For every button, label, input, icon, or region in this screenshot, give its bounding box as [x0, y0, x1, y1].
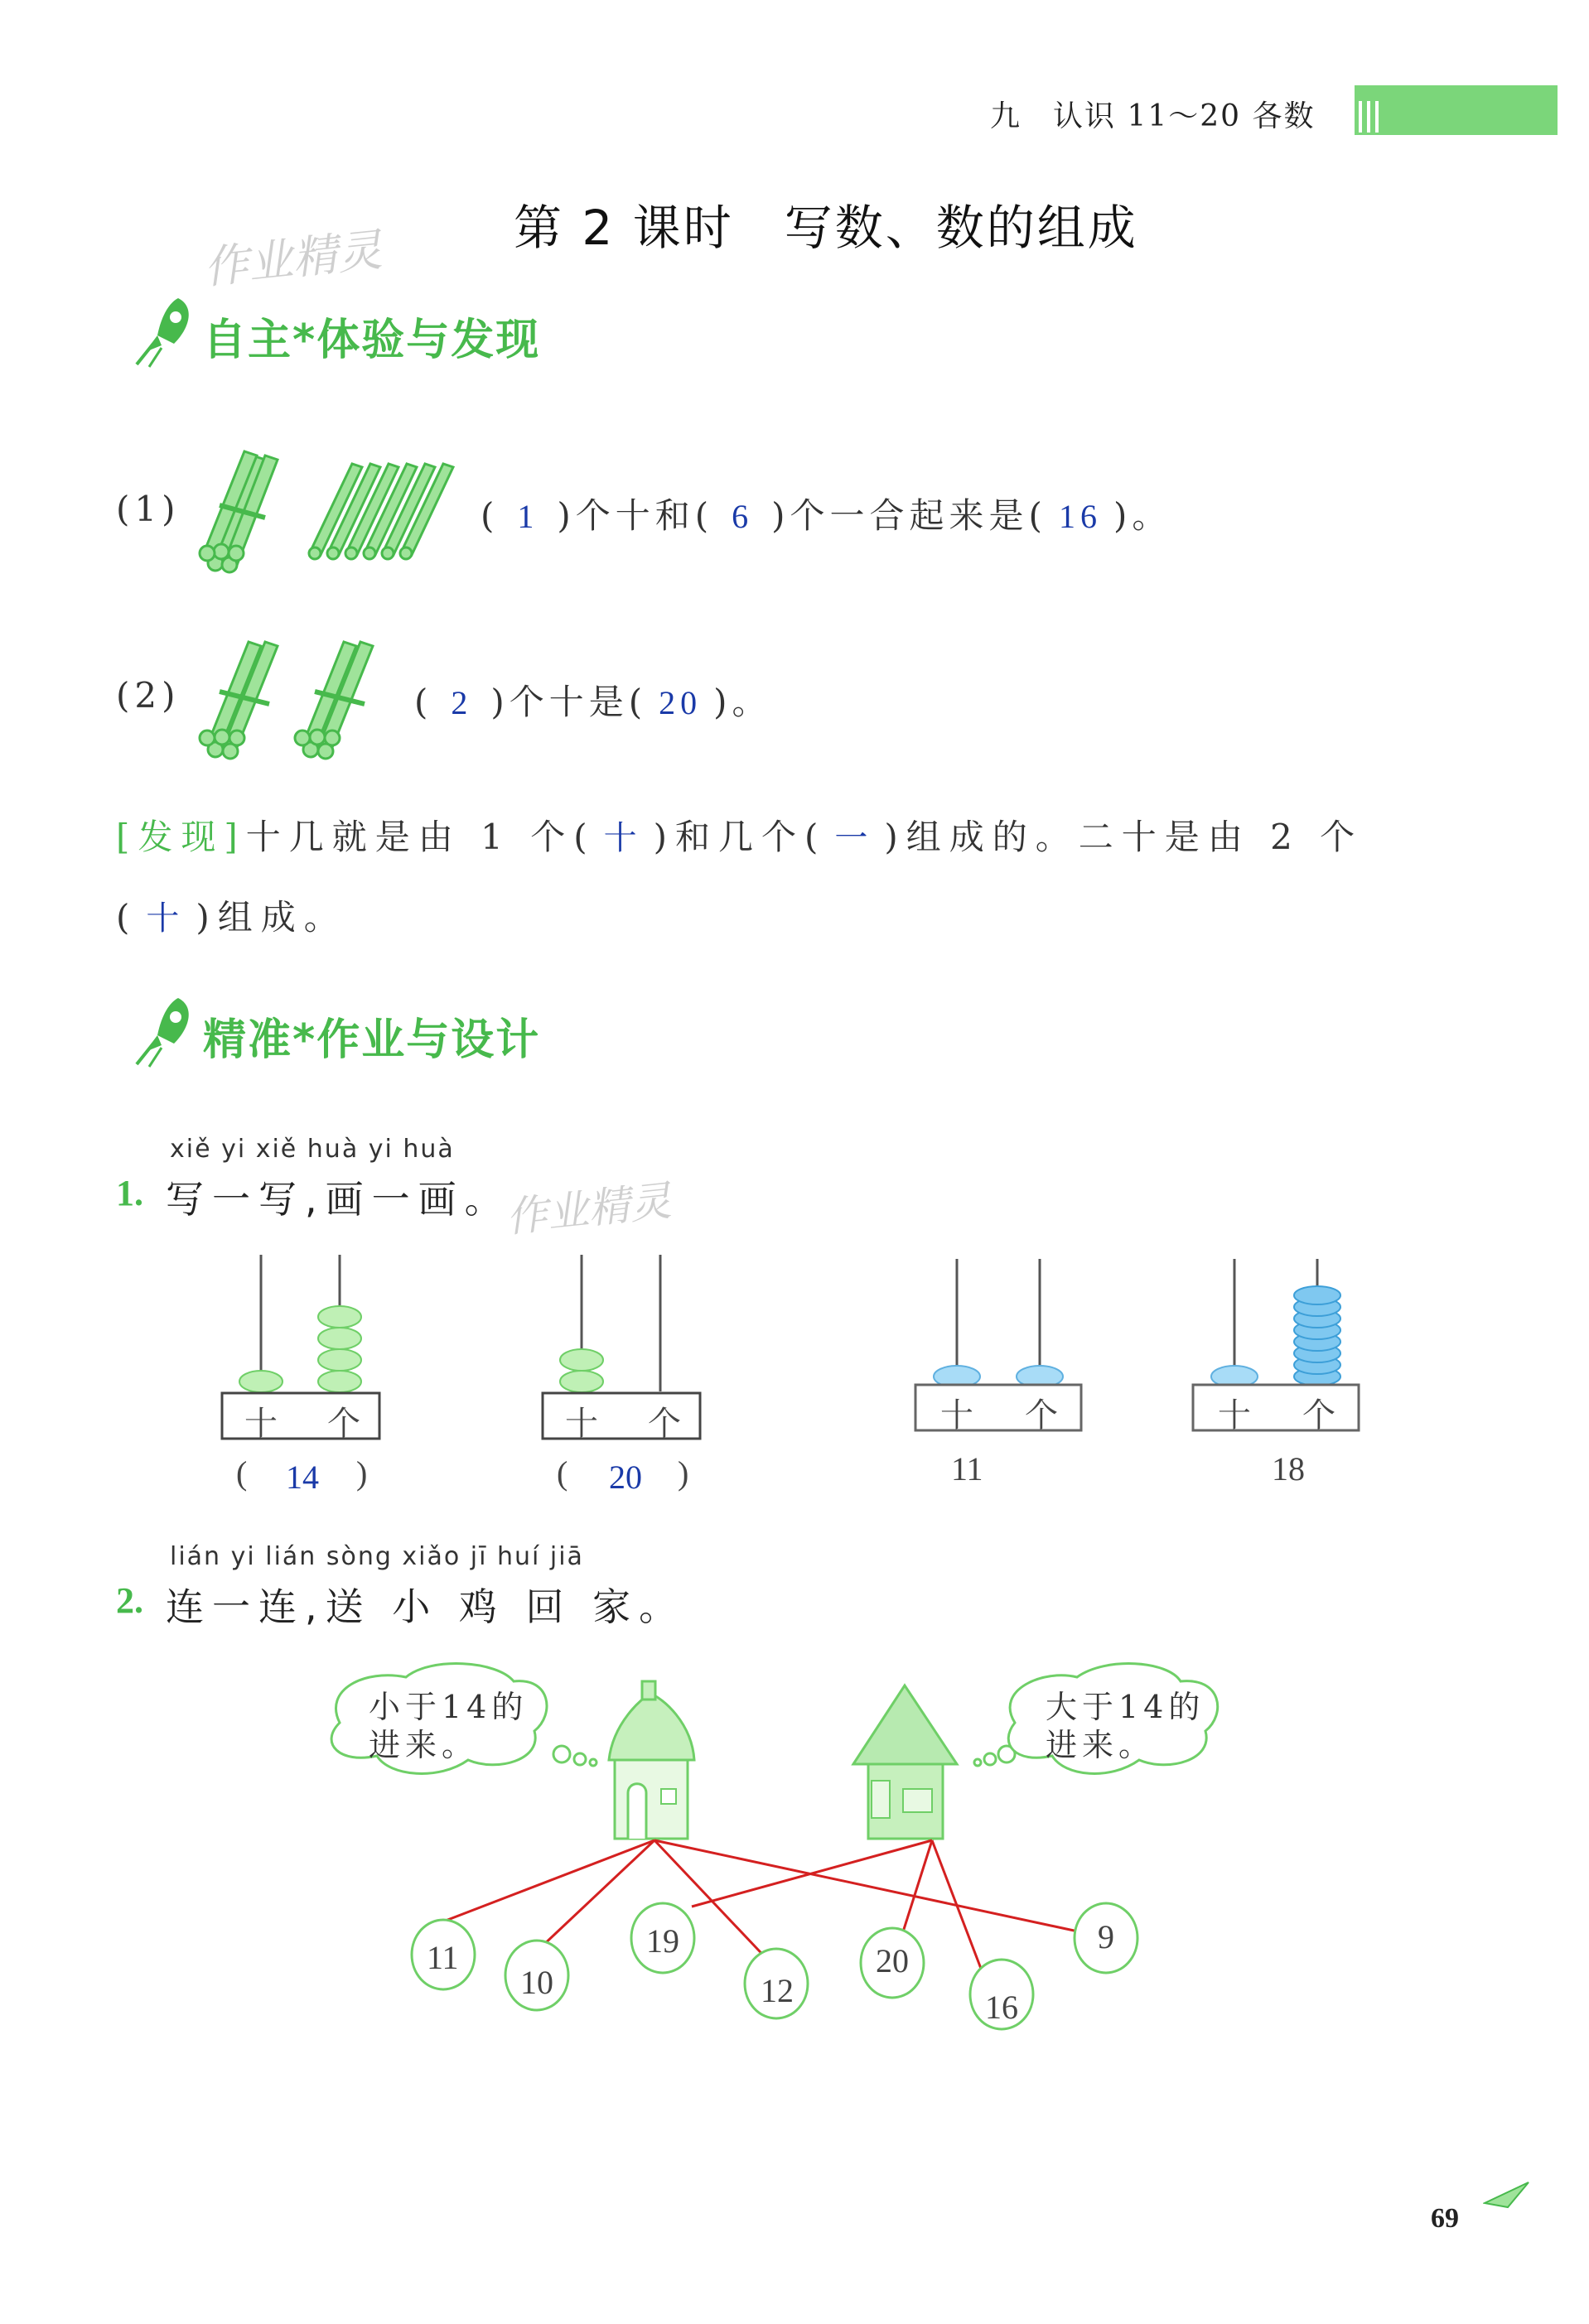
- bubble-right-text: [1046, 1688, 1205, 1764]
- abacus4-tens-label: 十: [1218, 1396, 1251, 1434]
- two-sticks-bundles-icon: [191, 625, 406, 770]
- rocket-icon: [133, 294, 199, 369]
- chapter-header: 九 认识 11～20 各数: [990, 99, 1316, 133]
- section-title-explore: 自主*体验与发现: [203, 316, 541, 365]
- abacus3-tens-label: 十: [940, 1396, 973, 1434]
- q2-pinyin: lián yi lián sòng xiǎo jī huí jiā: [170, 1542, 584, 1571]
- item2-text-mid: )个十是(: [490, 682, 648, 722]
- item1-text-end: )。: [1113, 495, 1172, 536]
- bubble-left-text: [369, 1688, 528, 1764]
- item1-text-mid2: )个一合起来是(: [771, 495, 1047, 536]
- chick-16-label: 16: [985, 1989, 1018, 2026]
- right-house-icon: [853, 1685, 957, 1839]
- abacus3-value: 11: [951, 1450, 983, 1487]
- abacus4-ones-label: 个: [1302, 1396, 1335, 1434]
- item2-sentence: [414, 675, 772, 725]
- abacus3-ones-label: 个: [1025, 1396, 1058, 1434]
- lesson-title: 第 2 课时 写数、数的组成: [514, 200, 1138, 256]
- chick-9-label: 9: [1098, 1918, 1114, 1955]
- q1-pinyin: xiě yi xiě huà yi huà: [170, 1135, 455, 1164]
- left-house-icon: [609, 1681, 694, 1839]
- item1-paren-open: (: [481, 495, 500, 536]
- q1-number: 1.: [116, 1173, 143, 1213]
- item1-text-mid1: )个十和(: [557, 495, 714, 536]
- abacus2-paren-open: (: [557, 1454, 568, 1492]
- abacus-18: [1189, 1251, 1363, 1441]
- item1-sentence: [481, 489, 1171, 538]
- chick-20-label: 20: [876, 1942, 909, 1979]
- q2-number: 2.: [116, 1580, 143, 1621]
- watermark: 作业精灵: [200, 223, 385, 295]
- rocket-icon: [133, 994, 199, 1068]
- discovery-paren-open: (: [116, 897, 138, 938]
- abacus2-answer: 20: [609, 1459, 642, 1496]
- abacus1-paren-close: ): [356, 1454, 368, 1492]
- item1-answer-ones: 6: [732, 498, 754, 535]
- chick-19-label: 19: [646, 1922, 679, 1960]
- bubble-left-line1: 小于14的: [369, 1689, 529, 1725]
- item2-number: (2): [116, 675, 181, 716]
- item2-answer-tens: 2: [451, 684, 473, 721]
- discovery-text1: 十几就是由 1 个(: [245, 817, 596, 857]
- abacus1-paren-open: (: [236, 1454, 248, 1492]
- header-green-bar: [1355, 85, 1558, 135]
- abacus2-tens-label: 十: [565, 1405, 598, 1442]
- discovery-text2: )和几个(: [653, 817, 827, 857]
- item1-answer-tens: 1: [517, 498, 539, 535]
- item1-answer-total: 16: [1058, 498, 1102, 535]
- discovery-line1: [116, 810, 1363, 860]
- abacus1-answer: 14: [286, 1459, 319, 1496]
- discovery-text3: )组成的。二十是由 2 个: [884, 817, 1364, 857]
- bubble-left-line2: 进来。: [369, 1727, 479, 1763]
- discovery-answer1: 十: [603, 819, 645, 856]
- item1-number: (1): [116, 489, 181, 529]
- item2-text-end: )。: [713, 682, 772, 722]
- abacus1-tens-label: 十: [244, 1405, 278, 1442]
- bubble-right-line1: 大于14的: [1046, 1689, 1205, 1725]
- discovery-line2: [116, 890, 347, 940]
- watermark: 作业精灵: [503, 1176, 674, 1242]
- discovery-text5: )组成。: [196, 897, 347, 938]
- chick-12-label: 12: [761, 1972, 794, 2009]
- abacus-11: [911, 1251, 1085, 1441]
- item2-answer-total: 20: [659, 684, 703, 721]
- abacus1-ones-label: 个: [327, 1405, 360, 1442]
- abacus2-ones-label: 个: [648, 1405, 681, 1442]
- q2-text: 连一连,送 小 鸡 回 家。: [166, 1584, 686, 1629]
- discovery-answer2: 一: [834, 819, 877, 856]
- q1-text: 写一写,画一画。: [166, 1177, 511, 1222]
- section-title-homework: 精准*作业与设计: [203, 1015, 541, 1065]
- item2-paren-open: (: [414, 682, 433, 722]
- bubble-right-line2: 进来。: [1046, 1727, 1156, 1763]
- page-number: 69: [1431, 2203, 1459, 2234]
- chick-10-label: 10: [520, 1964, 553, 2001]
- discovery-label: [发现]: [116, 817, 246, 857]
- paper-plane-icon: [1483, 2178, 1533, 2211]
- discovery-answer3: 十: [146, 899, 188, 937]
- chick-11-label: 11: [427, 1939, 459, 1976]
- header-stripes-icon: [1357, 98, 1382, 134]
- abacus4-value: 18: [1272, 1450, 1305, 1487]
- sticks-bundle-and-loose-icon: [186, 439, 476, 580]
- abacus2-paren-close: ): [678, 1454, 689, 1492]
